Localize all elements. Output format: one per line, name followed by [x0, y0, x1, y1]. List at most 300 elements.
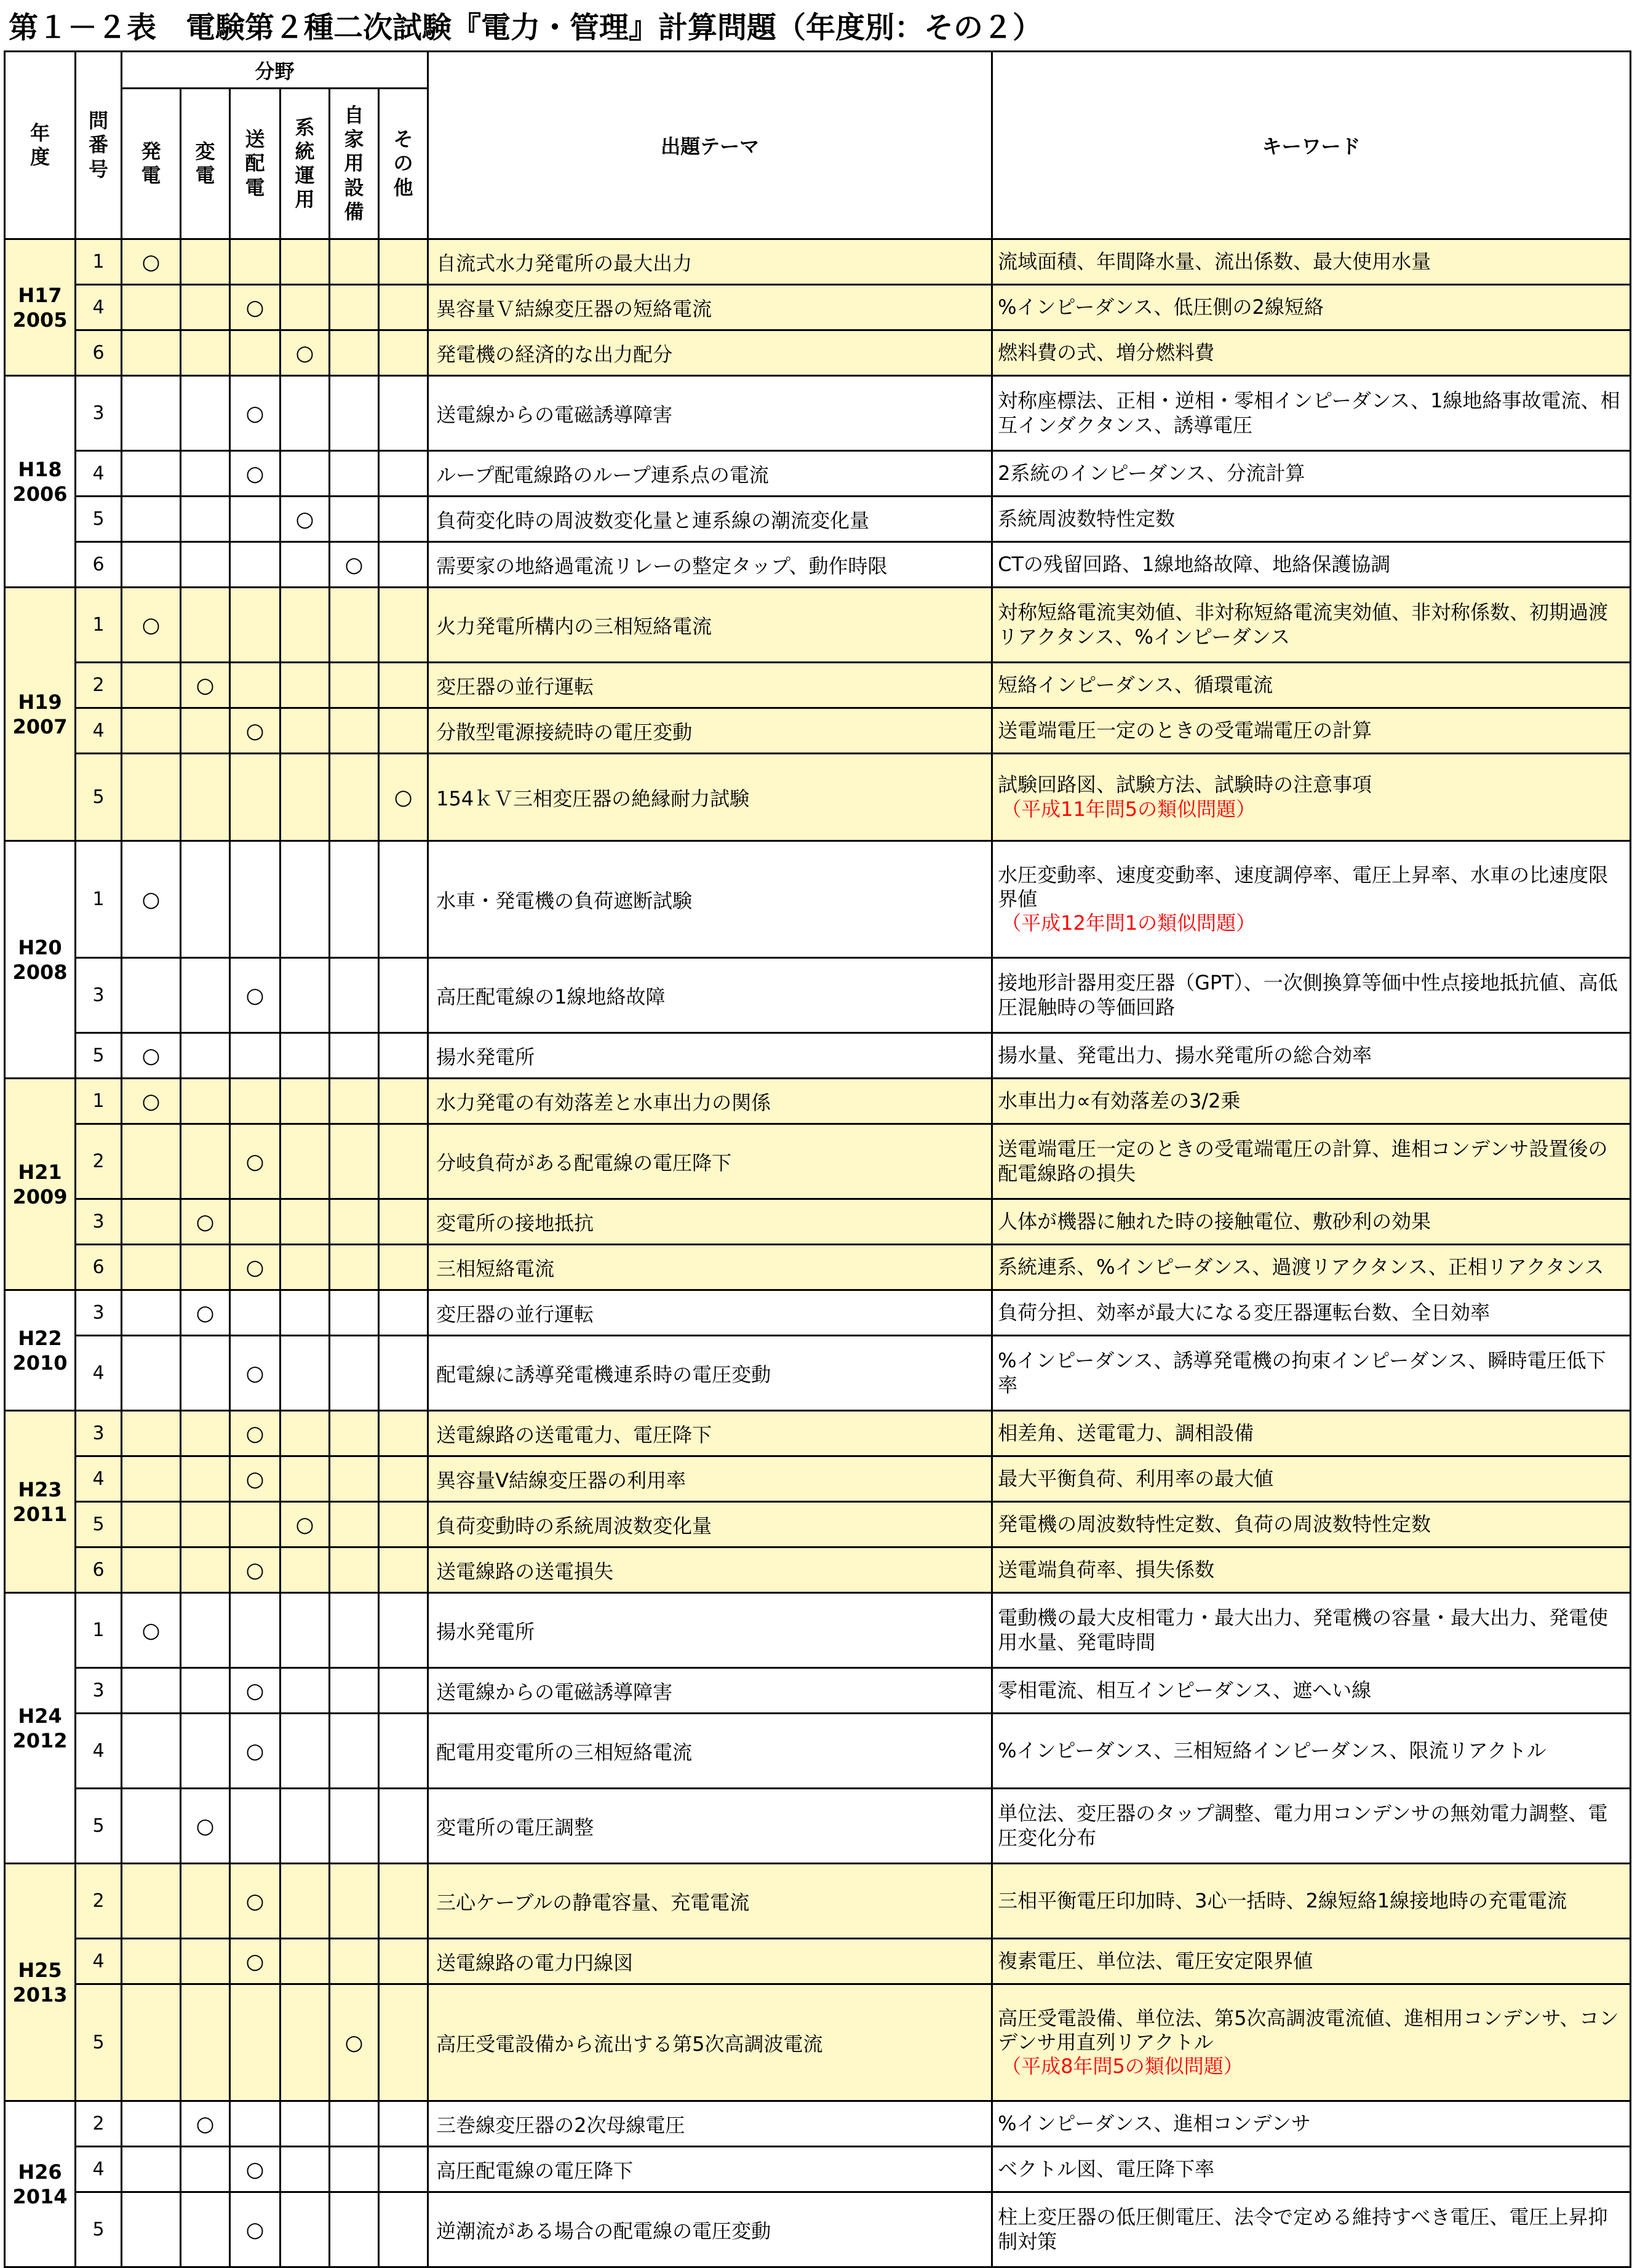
keyword-cell	[992, 2147, 1631, 2192]
circle-mark: ○	[196, 1300, 215, 1325]
circle-mark: ○	[245, 295, 265, 320]
year-cell	[5, 376, 76, 588]
circle-mark: ○	[245, 983, 265, 1008]
circle-mark: ○	[344, 552, 364, 577]
field-cell	[379, 1079, 428, 1124]
field-cell	[122, 2192, 181, 2267]
header-field-2	[230, 89, 281, 239]
keyword-cell	[992, 1124, 1631, 1199]
field-cell	[281, 1245, 330, 1290]
theme-cell: 154ｋＶ三相変圧器の絶縁耐力試験	[428, 754, 992, 841]
question-number: 1	[76, 588, 122, 663]
field-cell	[281, 285, 330, 330]
field-cell	[230, 1199, 281, 1245]
table-row	[5, 451, 1631, 497]
field-cell	[230, 330, 281, 376]
field-cell	[181, 1124, 230, 1199]
field-cell	[122, 1668, 181, 1714]
field-cell	[281, 1939, 330, 1984]
field-cell	[281, 1789, 330, 1864]
keyword-text: 単位法、変圧器のタップ調整、電力用コンデンサの無効電力調整、電圧変化分布	[998, 1802, 1608, 1850]
field-cell	[281, 1079, 330, 1124]
question-number: 3	[76, 1290, 122, 1336]
theme-cell: 三巻線変圧器の2次母線電圧	[428, 2101, 992, 2147]
theme-cell: 送電線からの電磁誘導障害	[428, 1668, 992, 1714]
circle-mark: ○	[245, 1678, 265, 1703]
field-cell	[122, 285, 181, 330]
field-cell	[330, 1547, 379, 1593]
keyword-text: 三相平衡電圧印加時、3心一括時、2線短絡1線接地時の充電電流	[998, 1888, 1567, 1912]
circle-mark: ○	[245, 2157, 265, 2182]
year-number: 2011	[12, 1502, 68, 1526]
field-cell	[379, 285, 428, 330]
theme-cell: 負荷変化時の周波数変化量と連系線の潮流変化量	[428, 497, 992, 542]
question-number: 5	[76, 754, 122, 841]
field-cell	[122, 376, 181, 451]
field-cell	[230, 1864, 281, 1939]
field-cell	[330, 239, 379, 285]
field-cell	[122, 754, 181, 841]
table-row	[5, 1502, 1631, 1547]
theme-cell: 変電所の接地抵抗	[428, 1199, 992, 1245]
table-row	[5, 1864, 1631, 1939]
table-row	[5, 1984, 1631, 2101]
keyword-text: 流域面積、年間降水量、流出係数、最大使用水量	[998, 249, 1431, 273]
keyword-text: 水圧変動率、速度変動率、速度調停率、電圧上昇率、水車の比速度限界値	[998, 863, 1609, 911]
field-cell	[122, 542, 181, 588]
circle-mark: ○	[394, 785, 413, 810]
field-cell	[281, 376, 330, 451]
question-number: 3	[76, 1411, 122, 1456]
table-row	[5, 2192, 1631, 2267]
table-body	[5, 239, 1631, 2267]
theme-cell: 負荷変動時の系統周波数変化量	[428, 1502, 992, 1547]
field-cell	[330, 1411, 379, 1456]
circle-mark: ○	[141, 887, 161, 912]
question-number: 3	[76, 958, 122, 1033]
field-cell	[122, 497, 181, 542]
question-number: 5	[76, 497, 122, 542]
field-cell	[379, 1547, 428, 1593]
field-cell	[379, 841, 428, 958]
keyword-cell	[992, 1502, 1631, 1547]
year-label: H23	[18, 1477, 62, 1501]
year-number: 2009	[12, 1184, 68, 1208]
year-cell	[5, 1290, 76, 1411]
keyword-text: ベクトル図、電圧降下率	[998, 2157, 1215, 2181]
field-cell	[181, 663, 230, 708]
keyword-text: 送電端電圧一定のときの受電端電圧の計算、進相コンデンサ設置後の配電線路の損失	[998, 1137, 1608, 1185]
exam-table	[4, 50, 1631, 2268]
field-cell	[281, 1199, 330, 1245]
field-cell	[230, 1984, 281, 2101]
field-cell	[122, 1714, 181, 1789]
theme-cell: 異容量Ｖ結線変圧器の短絡電流	[428, 285, 992, 330]
keyword-text: 燃料費の式、増分燃料費	[998, 340, 1215, 364]
field-cell	[379, 451, 428, 497]
keyword-text: %インピーダンス、誘導発電機の拘束インピーダンス、瞬時電圧低下率	[998, 1349, 1606, 1397]
field-cell	[181, 754, 230, 841]
field-cell	[330, 376, 379, 451]
field-cell	[122, 1984, 181, 2101]
field-cell	[230, 958, 281, 1033]
question-number: 6	[76, 1547, 122, 1593]
circle-mark: ○	[245, 1421, 265, 1446]
field-cell	[181, 542, 230, 588]
field-cell	[379, 1336, 428, 1411]
theme-cell: 分岐負荷がある配電線の電圧降下	[428, 1124, 992, 1199]
field-cell	[330, 1290, 379, 1336]
field-cell	[379, 588, 428, 663]
table-row	[5, 708, 1631, 754]
field-cell	[281, 1714, 330, 1789]
keyword-cell	[992, 1290, 1631, 1336]
field-cell	[181, 1939, 230, 1984]
field-cell	[281, 1593, 330, 1668]
theme-cell: 分散型電源接続時の電圧変動	[428, 708, 992, 754]
header-field-label: 系統運用	[295, 115, 315, 212]
field-cell	[281, 708, 330, 754]
theme-cell: 高圧配電線の電圧降下	[428, 2147, 992, 2192]
field-cell	[281, 958, 330, 1033]
theme-cell: 水力発電の有効落差と水車出力の関係	[428, 1079, 992, 1124]
question-number: 5	[76, 1033, 122, 1079]
circle-mark: ○	[141, 612, 161, 637]
question-number: 1	[76, 1079, 122, 1124]
question-number: 5	[76, 1502, 122, 1547]
table-row	[5, 1336, 1631, 1411]
year-number: 2012	[12, 1728, 68, 1752]
question-number: 2	[76, 1864, 122, 1939]
keyword-text: 2系統のインピーダンス、分流計算	[998, 461, 1305, 485]
field-cell	[330, 588, 379, 663]
keyword-text: 送電端電圧一定のときの受電端電圧の計算	[998, 718, 1372, 742]
field-cell	[330, 1245, 379, 1290]
field-cell	[330, 708, 379, 754]
table-row	[5, 1411, 1631, 1456]
question-number: 5	[76, 1984, 122, 2101]
field-cell	[330, 330, 379, 376]
field-cell	[122, 1124, 181, 1199]
theme-cell: 変圧器の並行運転	[428, 1290, 992, 1336]
field-cell	[230, 2192, 281, 2267]
field-cell	[281, 663, 330, 708]
table-row	[5, 2147, 1631, 2192]
field-cell	[230, 1456, 281, 1502]
table-row	[5, 497, 1631, 542]
field-cell	[230, 1336, 281, 1411]
field-cell	[330, 285, 379, 330]
keyword-cell	[992, 1789, 1631, 1864]
header-field: 分野	[122, 52, 428, 89]
year-number: 2005	[12, 308, 68, 332]
field-cell	[330, 451, 379, 497]
table-row	[5, 1714, 1631, 1789]
theme-cell: 変電所の電圧調整	[428, 1789, 992, 1864]
year-label: H21	[18, 1160, 62, 1184]
keyword-cell	[992, 1245, 1631, 1290]
question-number: 1	[76, 841, 122, 958]
field-cell	[379, 1456, 428, 1502]
keyword-cell	[992, 497, 1631, 542]
keyword-text: 対称短絡電流実効値、非対称短絡電流実効値、非対称係数、初期過渡リアクタンス、%インピーダンス	[998, 601, 1609, 649]
table-row	[5, 663, 1631, 708]
keyword-cell	[992, 239, 1631, 285]
field-cell	[122, 663, 181, 708]
field-cell	[230, 239, 281, 285]
keyword-cell	[992, 841, 1631, 958]
field-cell	[181, 1290, 230, 1336]
field-cell	[379, 1668, 428, 1714]
circle-mark: ○	[344, 2030, 364, 2055]
question-number: 5	[76, 2192, 122, 2267]
field-cell	[281, 754, 330, 841]
field-cell	[330, 1199, 379, 1245]
field-cell	[230, 451, 281, 497]
field-cell	[330, 663, 379, 708]
field-cell	[122, 1864, 181, 1939]
similar-problem-note: （平成8年問5の類似問題）	[1001, 2054, 1243, 2078]
field-cell	[230, 1789, 281, 1864]
keyword-text: 零相電流、相互インピーダンス、遮へい線	[998, 1678, 1372, 1702]
field-cell	[379, 2192, 428, 2267]
header-qno-text: 問番号	[89, 109, 109, 181]
field-cell	[281, 542, 330, 588]
question-number: 2	[76, 2101, 122, 2147]
field-cell	[122, 2147, 181, 2192]
field-cell	[330, 2147, 379, 2192]
field-cell	[230, 1079, 281, 1124]
field-cell	[122, 330, 181, 376]
circle-mark: ○	[245, 1149, 265, 1174]
keyword-cell	[992, 1593, 1631, 1668]
question-number: 4	[76, 451, 122, 497]
field-cell	[122, 958, 181, 1033]
circle-mark: ○	[245, 401, 265, 426]
field-cell	[230, 2101, 281, 2147]
question-number: 4	[76, 1939, 122, 1984]
circle-mark: ○	[245, 1360, 265, 1386]
field-cell	[379, 1864, 428, 1939]
field-cell	[281, 1290, 330, 1336]
keyword-cell	[992, 542, 1631, 588]
theme-cell: 需要家の地絡過電流リレーの整定タップ、動作時限	[428, 542, 992, 588]
field-cell	[122, 1336, 181, 1411]
year-label: H18	[18, 457, 62, 481]
table-row	[5, 1199, 1631, 1245]
circle-mark: ○	[295, 506, 314, 532]
circle-mark: ○	[196, 1813, 215, 1839]
field-cell	[230, 1593, 281, 1668]
similar-problem-note: （平成12年問1の類似問題）	[1001, 911, 1256, 935]
keyword-cell	[992, 1033, 1631, 1079]
field-cell	[330, 1033, 379, 1079]
keyword-text: 柱上変圧器の低圧側電圧、法令で定める維持すべき電圧、電圧上昇抑制対策	[998, 2205, 1608, 2253]
field-cell	[181, 1593, 230, 1668]
theme-cell: 変圧器の並行運転	[428, 663, 992, 708]
field-cell	[330, 754, 379, 841]
field-cell	[230, 1124, 281, 1199]
theme-cell: 火力発電所構内の三相短絡電流	[428, 588, 992, 663]
table-row	[5, 2101, 1631, 2147]
keyword-cell	[992, 1547, 1631, 1593]
circle-mark: ○	[245, 461, 265, 486]
year-cell	[5, 239, 76, 376]
keyword-cell	[992, 1336, 1631, 1411]
keyword-text: 揚水量、発電出力、揚水発電所の総合効率	[998, 1043, 1372, 1067]
circle-mark: ○	[141, 1618, 161, 1643]
field-cell	[281, 2192, 330, 2267]
keyword-cell	[992, 754, 1631, 841]
field-cell	[230, 708, 281, 754]
table-row	[5, 376, 1631, 451]
field-cell	[230, 754, 281, 841]
field-cell	[122, 239, 181, 285]
field-cell	[181, 1336, 230, 1411]
field-cell	[281, 1547, 330, 1593]
field-cell	[379, 708, 428, 754]
field-cell	[181, 1714, 230, 1789]
keyword-cell	[992, 1079, 1631, 1124]
header-field-0	[122, 89, 181, 239]
table-row	[5, 285, 1631, 330]
theme-cell: 送電線路の電力円線図	[428, 1939, 992, 1984]
keyword-text: 電動機の最大皮相電力・最大出力、発電機の容量・最大出力、発電使用水量、発電時間	[998, 1606, 1609, 1654]
field-cell	[379, 1411, 428, 1456]
field-cell	[181, 588, 230, 663]
field-cell	[230, 1547, 281, 1593]
field-cell	[230, 1033, 281, 1079]
question-number: 4	[76, 1456, 122, 1502]
circle-mark: ○	[196, 2111, 215, 2136]
header-year	[5, 52, 76, 239]
field-cell	[122, 1939, 181, 1984]
keyword-cell	[992, 958, 1631, 1033]
keyword-text: 高圧受電設備、単位法、第5次高調波電流値、進相用コンデンサ、コンデンサ用直列リアクトル	[998, 2006, 1619, 2054]
field-cell	[281, 841, 330, 958]
field-cell	[379, 1245, 428, 1290]
field-cell	[379, 1714, 428, 1789]
header-field-label: 送配電	[245, 127, 265, 199]
keyword-cell	[992, 285, 1631, 330]
field-cell	[181, 1984, 230, 2101]
keyword-cell	[992, 1456, 1631, 1502]
field-cell	[379, 542, 428, 588]
field-cell	[230, 497, 281, 542]
field-cell	[330, 2101, 379, 2147]
question-number: 2	[76, 663, 122, 708]
field-cell	[230, 663, 281, 708]
field-cell	[122, 1199, 181, 1245]
field-cell	[181, 451, 230, 497]
keyword-cell	[992, 2192, 1631, 2267]
field-cell	[181, 1547, 230, 1593]
table-row	[5, 958, 1631, 1033]
field-cell	[281, 1124, 330, 1199]
theme-cell: 三心ケーブルの静電容量、充電電流	[428, 1864, 992, 1939]
header-keyword: キーワード	[992, 52, 1631, 239]
field-cell	[379, 376, 428, 451]
field-cell	[379, 1984, 428, 2101]
theme-cell: 高圧配電線の1線地絡故障	[428, 958, 992, 1033]
keyword-cell	[992, 1864, 1631, 1939]
year-label: H24	[18, 1704, 62, 1728]
keyword-cell	[992, 708, 1631, 754]
field-cell	[379, 754, 428, 841]
theme-cell: 三相短絡電流	[428, 1245, 992, 1290]
year-label: H19	[18, 690, 62, 714]
keyword-cell	[992, 2101, 1631, 2147]
circle-mark: ○	[196, 673, 215, 698]
keyword-text: 系統周波数特性定数	[998, 506, 1176, 530]
question-number: 5	[76, 1789, 122, 1864]
keyword-text: 相差角、送電電力、調相設備	[998, 1421, 1254, 1445]
field-cell	[181, 2192, 230, 2267]
field-cell	[281, 330, 330, 376]
keyword-text: %インピーダンス、低圧側の2線短絡	[998, 295, 1324, 319]
field-cell	[379, 1502, 428, 1547]
circle-mark: ○	[245, 2217, 265, 2242]
keyword-cell	[992, 1199, 1631, 1245]
keyword-text: 負荷分担、効率が最大になる変圧器運転台数、全日効率	[998, 1300, 1491, 1324]
field-cell	[122, 588, 181, 663]
keyword-text: 試験回路図、試験方法、試験時の注意事項	[998, 773, 1372, 797]
field-cell	[330, 1984, 379, 2101]
header-theme: 出題テーマ	[428, 52, 992, 239]
field-cell	[181, 1864, 230, 1939]
header-field-4	[330, 89, 379, 239]
field-cell	[281, 1864, 330, 1939]
year-cell	[5, 841, 76, 1079]
circle-mark: ○	[196, 1209, 215, 1234]
year-number: 2007	[12, 714, 68, 738]
question-number: 1	[76, 1593, 122, 1668]
field-cell	[281, 1336, 330, 1411]
table-row	[5, 841, 1631, 958]
header-field-label: 自家用設備	[344, 103, 364, 223]
field-cell	[281, 1668, 330, 1714]
field-cell	[330, 958, 379, 1033]
question-number: 4	[76, 2147, 122, 2192]
circle-mark: ○	[141, 1088, 161, 1114]
field-cell	[330, 2192, 379, 2267]
field-cell	[122, 1593, 181, 1668]
field-cell	[330, 1593, 379, 1668]
year-label: H17	[18, 283, 62, 307]
circle-mark: ○	[141, 249, 161, 274]
year-cell	[5, 1079, 76, 1290]
header-field-label: 発電	[141, 139, 161, 187]
field-cell	[181, 1502, 230, 1547]
field-cell	[230, 588, 281, 663]
question-number: 1	[76, 239, 122, 285]
field-cell	[281, 588, 330, 663]
theme-cell: 配電用変電所の三相短絡電流	[428, 1714, 992, 1789]
header-field-3	[281, 89, 330, 239]
keyword-text: %インピーダンス、進相コンデンサ	[998, 2111, 1311, 2135]
keyword-text: 最大平衡負荷、利用率の最大値	[998, 1466, 1274, 1490]
field-cell	[181, 2147, 230, 2192]
field-cell	[379, 497, 428, 542]
circle-mark: ○	[245, 1466, 265, 1491]
keyword-cell	[992, 1668, 1631, 1714]
question-number: 6	[76, 1245, 122, 1290]
table-row	[5, 1939, 1631, 1984]
keyword-cell	[992, 1984, 1631, 2101]
keyword-text: 接地形計器用変圧器（GPT）、一次側換算等価中性点接地抵抗値、高低圧混触時の等価回路	[998, 971, 1618, 1019]
field-cell	[230, 542, 281, 588]
field-cell	[281, 239, 330, 285]
